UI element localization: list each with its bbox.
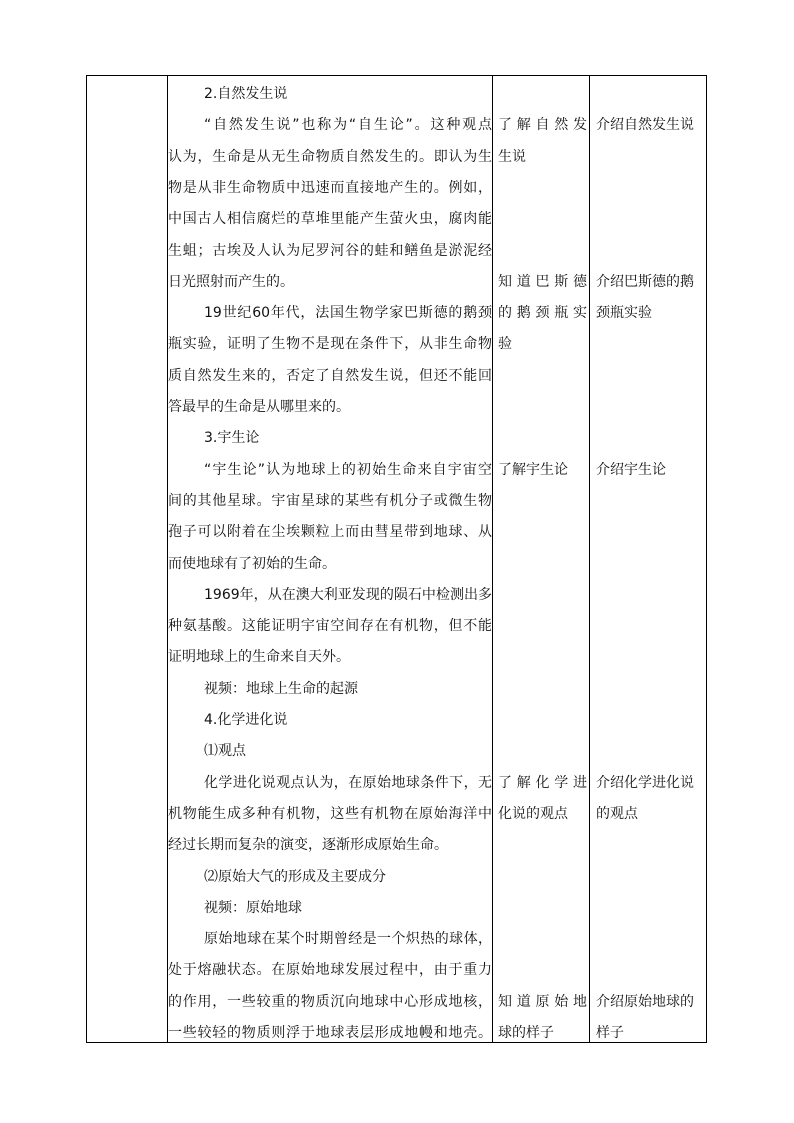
goal-line: 了解宇生论 <box>498 461 568 478</box>
content-line: 而使地球有了初始的生命。 <box>168 555 336 572</box>
goal-line: 知道原始地 <box>498 993 587 1010</box>
goal-line: 生说 <box>498 148 526 165</box>
content-line: 答最早的生命是从哪里来的。 <box>168 399 350 415</box>
content-line: 化学进化说观点认为，在原始地球条件下，无 <box>204 774 492 791</box>
goal-line: 验 <box>498 336 512 353</box>
activity-line: 介绍自然发生说 <box>596 117 694 134</box>
goal-line: 球的样子 <box>498 1025 554 1041</box>
content-line: ⑵原始大气的形成及主要成分 <box>204 868 386 885</box>
content-line: 视频：原始地球 <box>204 899 302 916</box>
column-divider-3 <box>589 76 590 1042</box>
activity-line: 样子 <box>596 1025 624 1041</box>
content-line: 处于熔融状态。在原始地球发展过程中，由于重力 <box>168 962 492 979</box>
content-line: 生蛆；古埃及人认为尼罗河谷的蛙和鳝鱼是淤泥经 <box>168 242 492 259</box>
content-line: 认为，生命是从无生命物质自然发生的。即认为生 <box>168 148 492 165</box>
content-line: 经过长期而复杂的演变，逐渐形成原始生命。 <box>168 837 448 854</box>
content-line: 19世纪60年代，法国生物学家巴斯德的鹅颈 <box>204 305 492 322</box>
content-line: 种氨基酸。这能证明宇宙空间存在有机物，但不能 <box>168 618 492 635</box>
content-line: 质自然发生来的，否定了自然发生说，但还不能回 <box>168 367 492 384</box>
goal-line: 的鹅颈瓶实 <box>498 305 587 322</box>
content-line: 一些较轻的物质则浮于地球表层形成地幔和地壳。 <box>168 1025 492 1041</box>
goal-line: 知道巴斯德 <box>498 273 587 290</box>
content-line: 间的其他星球。宇宙星球的某些有机分子或微生物 <box>168 492 492 509</box>
content-line: 2.自然发生说 <box>204 86 288 102</box>
content-line: 原始地球在某个时期曾经是一个炽热的球体， <box>204 931 492 948</box>
content-line: 1969年，从在澳大利亚发现的陨石中检测出多 <box>204 586 492 603</box>
goal-line: 了解自然发 <box>498 117 587 134</box>
column-divider-2 <box>492 76 493 1042</box>
content-line: 视频：地球上生命的起源 <box>204 680 358 697</box>
content-line: 4.化学进化说 <box>204 712 288 728</box>
content-line: ⑴观点 <box>204 743 246 760</box>
goal-line: 化说的观点 <box>498 805 568 822</box>
activity-line: 介绍宇生论 <box>596 461 666 478</box>
content-line: 物是从非生命物质中迅速而直接地产生的。例如， <box>168 179 492 196</box>
content-line: 证明地球上的生命来自天外。 <box>168 649 350 666</box>
content-line: 日光照射而产生的。 <box>168 273 294 290</box>
content-line: 中国古人相信腐烂的草堆里能产生萤火虫，腐肉能 <box>168 211 492 228</box>
activity-line: 颈瓶实验 <box>596 305 652 322</box>
content-line: 3.宇生论 <box>204 430 260 447</box>
content-line: “宇生论”认为地球上的初始生命来自宇宙空 <box>204 461 492 478</box>
activity-line: 介绍原始地球的 <box>596 993 694 1010</box>
activity-line: 介绍巴斯德的鹅 <box>596 273 694 290</box>
content-line: “自然发生说”也称为“自生论”。这种观点 <box>204 117 492 134</box>
content-line: 的作用，一些较重的物质沉向地球中心形成地核， <box>168 993 492 1010</box>
lesson-table <box>86 75 707 1043</box>
goal-line: 了解化学进 <box>498 774 587 791</box>
content-line: 孢子可以附着在尘埃颗粒上而由彗星带到地球、从 <box>168 524 492 541</box>
activity-line: 的观点 <box>596 805 638 822</box>
content-line: 瓶实验，证明了生物不是现在条件下，从非生命物 <box>168 336 492 353</box>
content-line: 机物能生成多种有机物，这些有机物在原始海洋中 <box>168 805 492 822</box>
activity-line: 介绍化学进化说 <box>596 774 694 791</box>
